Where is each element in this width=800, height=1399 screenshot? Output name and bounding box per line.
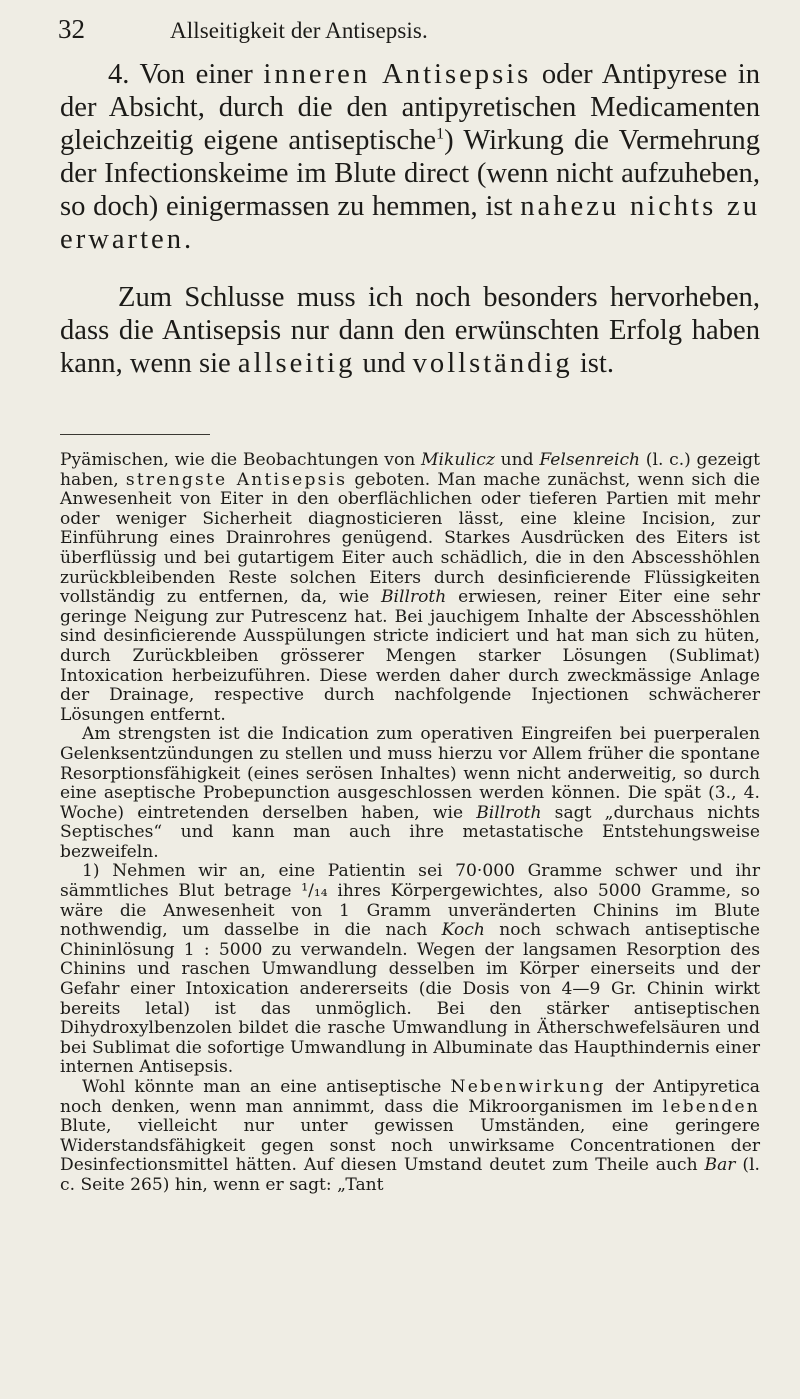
footnotes <box>60 451 760 1196</box>
spaced-emphasis: strengste Antisepsis <box>125 469 348 490</box>
running-head <box>58 14 740 50</box>
paragraph-conclusion: Zum Schlusse muss ich noch besonders hervorheben, dass die Antisepsis nur dann den erwünschten Erfolg haben kann, wenn sie allseitig und vollständig ist. <box>60 282 760 379</box>
spaced-emphasis: Nebenwirkung <box>450 1077 606 1097</box>
footnote-paragraph: Pyämischen, wie die Beobachtungen von Mikulicz und Felsenreich (l. c.) gezeigt haben, strengste Antisepsis geboten. Man mache zunächst, wenn sich die Anwesenheit von Eiter in den oberflächlichen oder tieferen Partien mit mehr oder weniger Sicherheit diagnosticieren lässt, eine kleine Incision, zur Einführung eines Drainrohres genügend. Starkes Ausdrücken des Eiters ist überflüssig und bei gutartigem Eiter auch schädlich, die in den Abscesshöhlen zurückbleibenden Reste solchen Eiters durch desinficierende Flüssigkeiten vollständig zu entfernen, da, wie Billroth erwiesen, reiner Eiter eine sehr geringe Neigung zur Putrescenz hat. Bei jauchigem Inhalte der Abscesshöhlen sind desinficierende Ausspülungen stricte indiciert und hat man sich zu hüten, durch Zurückbleiben grösserer Mengen starker Lösungen (Sublimat) Intoxication herbeizuführen. Diese werden daher durch zweckmässige Anlage der Drainage, respective durch nachfolgende Injectionen schwächerer Lösungen entfernt. <box>60 450 761 725</box>
main-text <box>60 58 760 380</box>
author-name: Billroth <box>476 802 542 823</box>
footnote-1: 1) Nehmen wir an, eine Patientin sei 70·000 Gramme schwer und ihr sämmtliches Blut betrage ¹/₁₄ ihres Körpergewichtes, also 5000 Gramme, so wäre die Anwesenheit von 1 Gramm unveränderten Chinins im Blute nothwendig, um dasselbe in die nach Koch noch schwach antiseptische Chininlösung 1 : 5000 zu verwandeln. Wegen der langsamen Resorption des Chinins und raschen Umwandlung desselben im Körper einerseits und der Gefahr einer Intoxication andererseits (die Dosis von 4—9 Gr. Chinin wirkt bereits letal) ist das unmöglich. Bei den stärker antiseptischen Dihydroxylbenzolen bildet die rasche Umwandlung in Ätherschwefelsäuren und bei Sublimat die sofortige Umwandlung in Albuminate das Haupthindernis einer internen Antisepsis. <box>60 861 760 1078</box>
spaced-emphasis: lebenden <box>662 1096 760 1117</box>
footnote-paragraph: Wohl könnte man an eine antiseptische Nebenwirkung der Antipyretica noch denken, wenn man annimmt, dass die Mikroorganismen im lebenden Blute, vielleicht nur unter gewissen Umständen, eine geringere Widerstandsfähigkeit gegen sonst noch unwirksame Concentrationen der Desinfectionsmittel hätten. Auf diesen Umstand deutet zum Theile auch Bar (l. c. Seite 265) hin, wenn er sagt: „Tant <box>60 1077 760 1195</box>
footnote-paragraph: Am strengsten ist die Indication zum operativen Eingreifen bei puerperalen Gelenksentzündungen zu stellen und muss hierzu vor Allem früher die spontane Resorptionsfähigkeit (eines serösen Inhaltes) wenn nicht anderweitig, so durch eine aseptische Probepunction ausgeschlossen werden können. Die spät (3., 4. Woche) eintretenden derselben haben, wie Billroth sagt „durchaus nichts Septisches“ und kann man auch ihre metastatische Entstehungsweise bezweifeln. <box>60 724 760 862</box>
author-name: Koch <box>441 920 485 941</box>
spaced-emphasis: nahezu nichts zu erwarten. <box>60 191 760 255</box>
author-name: Felsenreich <box>539 450 641 470</box>
author-name: Mikulicz <box>421 450 495 470</box>
author-name: Bar <box>704 1155 736 1176</box>
author-name: Billroth <box>380 587 447 608</box>
spaced-emphasis: inneren Antisepsis <box>263 59 532 90</box>
spaced-emphasis: vollständig <box>412 348 573 379</box>
spaced-emphasis: allseitig <box>237 348 356 379</box>
running-title: Allseitigkeit der Antisepsis. <box>170 18 428 43</box>
page-number: 32 <box>58 14 85 44</box>
footnote-divider <box>60 434 210 435</box>
footnote-marker: 1 <box>436 125 445 143</box>
paragraph-inner-antisepsis: 4. Von einer inneren Antisepsis oder Antipyrese in der Absicht, durch die den antipyretischen Medicamenten gleichzeitig eigene antiseptische$^1$) Wirkung die Vermehrung der Infectionskeime im Blute direct (wenn nicht aufzuheben, so doch) einigermassen zu hemmen, ist nahezu nichts zu erwarten. <box>60 59 760 255</box>
